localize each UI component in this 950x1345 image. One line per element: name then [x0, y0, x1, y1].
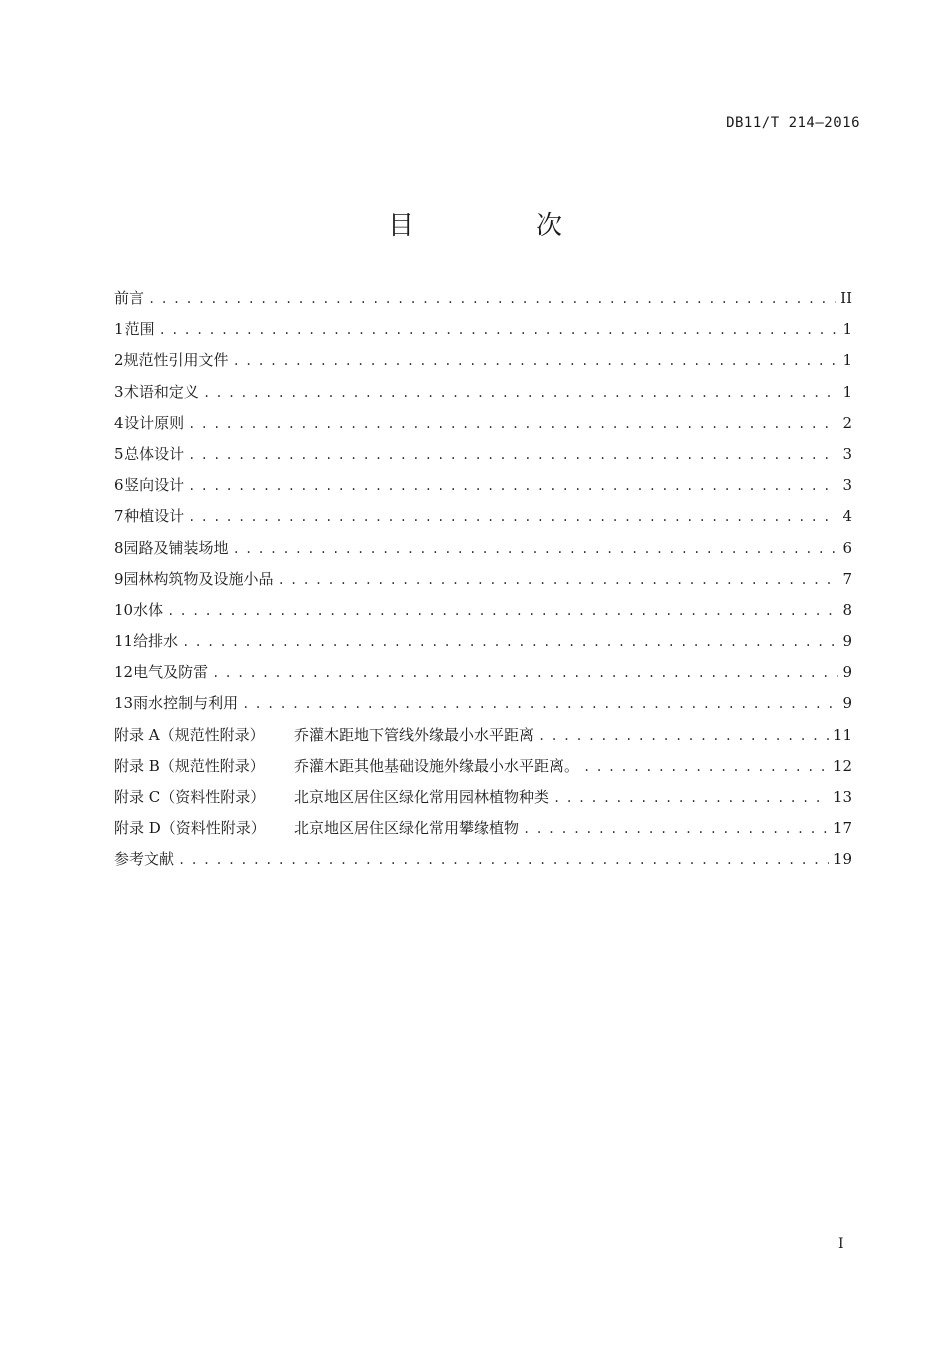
toc-entry-label: 种植设计 — [124, 507, 185, 526]
toc-entry-number: 12 — [114, 663, 134, 682]
toc-appendix-label: 北京地区居住区绿化常用攀缘植物 — [294, 819, 520, 838]
toc-appendix-label: 北京地区居住区绿化常用园林植物种类 — [294, 788, 550, 806]
toc-leader-dots — [203, 378, 838, 409]
toc-entry-label: 参考文献 — [114, 850, 175, 869]
toc-entry-label: 范围 — [124, 320, 155, 339]
toc-leader-dots — [212, 658, 838, 689]
toc-appendix-prefix: 附录 B（规范性附录） — [114, 756, 265, 775]
toc-leader-dots — [148, 284, 836, 315]
toc-leader-dots — [182, 627, 838, 658]
toc-leader-dots — [188, 440, 838, 471]
toc-leader-dots — [242, 689, 838, 720]
toc-appendix-b[interactable] — [114, 751, 852, 782]
toc-leader-dots — [583, 752, 829, 783]
toc-entry-number: 4 — [114, 413, 124, 432]
toc-entry-label: 园林构筑物及设施小品 — [123, 569, 274, 588]
toc-entry-label: 总体设计 — [124, 444, 185, 463]
toc-entry-9[interactable] — [114, 564, 852, 595]
toc-entry-references[interactable] — [114, 844, 852, 875]
toc-entry-number: 1 — [114, 320, 124, 339]
toc-appendix-prefix: 附录 A（规范性附录） — [114, 725, 265, 744]
toc-leader-dots — [159, 315, 838, 346]
toc-entry-label: 规范性引用文件 — [123, 351, 229, 370]
toc-entry-page: 1 — [842, 382, 852, 401]
toc-entry-11[interactable] — [114, 626, 852, 657]
toc-entry-number: 11 — [114, 632, 134, 651]
toc-entry-10[interactable] — [114, 595, 852, 626]
toc-leader-dots — [538, 721, 829, 752]
toc-entry-page: 3 — [842, 476, 852, 495]
toc-entry-page: 1 — [842, 351, 852, 370]
toc-leader-dots — [233, 534, 838, 565]
toc-entry-label: 电气及防雷 — [133, 663, 209, 682]
toc-leader-dots — [188, 471, 838, 502]
toc-entry-number: 6 — [114, 476, 124, 495]
toc-entry-5[interactable] — [114, 439, 852, 470]
table-of-contents — [114, 283, 852, 876]
toc-leader-dots — [167, 596, 838, 627]
toc-leader-dots — [188, 409, 838, 440]
toc-entry-page: 3 — [842, 444, 852, 463]
toc-entry-label: 给排水 — [133, 632, 179, 651]
toc-leader-dots — [188, 502, 838, 533]
toc-entry-foreword[interactable] — [114, 283, 852, 314]
toc-entry-page: 8 — [842, 600, 852, 619]
toc-entry-number: 10 — [114, 600, 134, 619]
toc-entry-page: 4 — [842, 507, 852, 526]
toc-entry-page: II — [840, 289, 852, 307]
toc-entry-number: 3 — [114, 382, 124, 401]
toc-entry-4[interactable] — [114, 408, 852, 439]
toc-entry-12[interactable] — [114, 657, 852, 688]
toc-entry-label: 雨水控制与利用 — [133, 694, 239, 713]
toc-entry-page: 9 — [842, 694, 852, 713]
toc-entry-13[interactable] — [114, 688, 852, 719]
toc-appendix-page: 12 — [832, 756, 852, 775]
toc-entry-page: 2 — [842, 413, 852, 432]
toc-appendix-page: 13 — [832, 788, 852, 806]
toc-leader-dots — [178, 845, 829, 876]
toc-entry-page: 9 — [842, 663, 852, 682]
toc-entry-number: 5 — [114, 444, 124, 463]
toc-entry-3[interactable] — [114, 377, 852, 408]
toc-appendix-prefix: 附录 C（资料性附录） — [114, 788, 266, 806]
toc-entry-page: 7 — [842, 569, 852, 588]
toc-entry-label: 竖向设计 — [124, 476, 185, 495]
toc-leader-dots — [278, 565, 838, 596]
toc-appendix-label: 乔灌木距其他基础设施外缘最小水平距离。 — [294, 756, 580, 775]
toc-entry-number: 7 — [114, 507, 124, 526]
toc-appendix-page: 11 — [832, 725, 852, 744]
toc-entry-label: 水体 — [133, 600, 164, 619]
toc-leader-dots — [553, 783, 829, 814]
toc-entry-label: 前言 — [114, 289, 145, 307]
toc-leader-dots — [233, 346, 838, 377]
page-number: I — [838, 1236, 844, 1252]
toc-entry-page: 1 — [842, 320, 852, 339]
toc-entry-8[interactable] — [114, 533, 852, 564]
toc-entry-number: 8 — [114, 538, 124, 557]
toc-appendix-label: 乔灌木距地下管线外缘最小水平距离 — [294, 725, 535, 744]
toc-title: 目 次 — [387, 211, 610, 241]
toc-appendix-prefix: 附录 D（资料性附录） — [114, 819, 266, 838]
toc-entry-number: 9 — [114, 569, 124, 588]
toc-appendix-d[interactable] — [114, 813, 852, 844]
toc-appendix-page: 17 — [832, 819, 852, 838]
toc-entry-page: 6 — [842, 538, 852, 557]
toc-entry-label: 设计原则 — [124, 413, 185, 432]
toc-leader-dots — [523, 814, 829, 845]
toc-entry-6[interactable] — [114, 470, 852, 501]
toc-entry-7[interactable] — [114, 501, 852, 532]
toc-entry-number: 13 — [114, 694, 134, 713]
standard-code: DB11/T 214—2016 — [726, 115, 860, 131]
toc-entry-page: 9 — [842, 632, 852, 651]
toc-entry-page: 19 — [832, 850, 852, 869]
toc-entry-label: 术语和定义 — [123, 382, 199, 401]
toc-appendix-a[interactable] — [114, 720, 852, 751]
toc-appendix-c[interactable] — [114, 782, 852, 813]
toc-entry-number: 2 — [114, 351, 124, 370]
toc-entry-label: 园路及铺装场地 — [123, 538, 229, 557]
toc-entry-2[interactable] — [114, 345, 852, 376]
toc-entry-1[interactable] — [114, 314, 852, 345]
